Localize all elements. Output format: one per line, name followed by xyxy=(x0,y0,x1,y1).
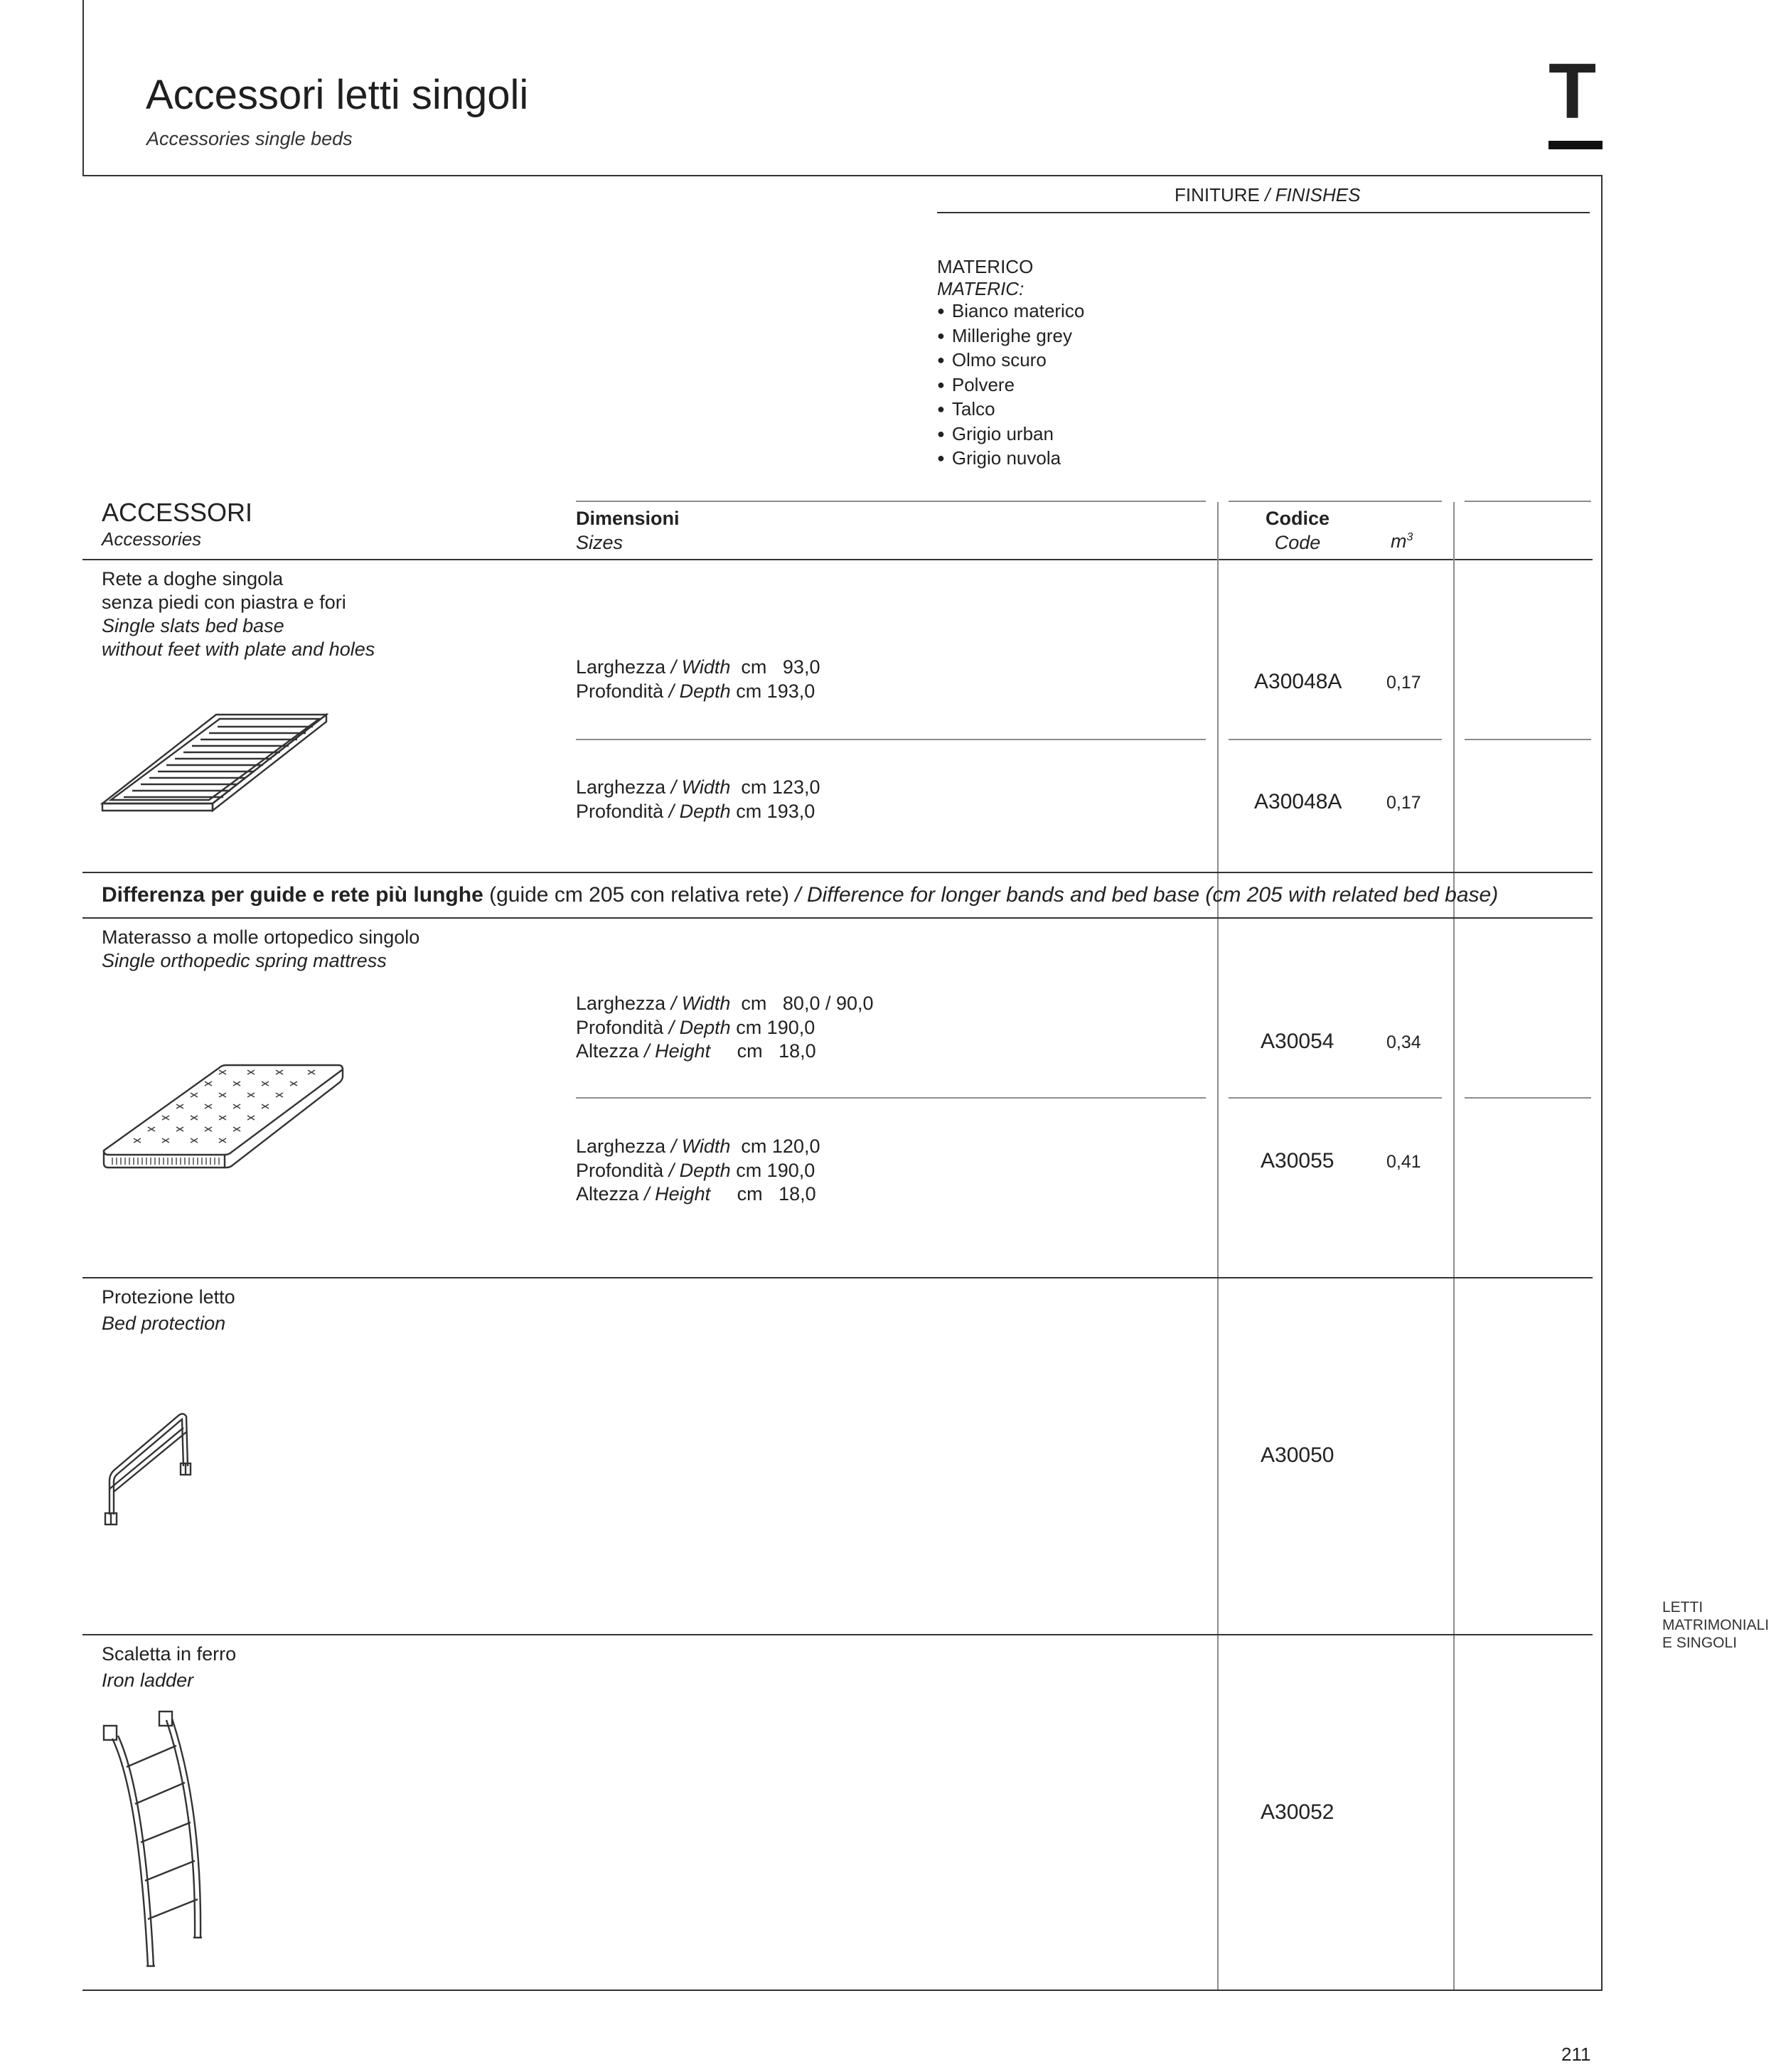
slats-variant-1-volume: 0,17 xyxy=(1386,673,1421,693)
difference-bottom-rule xyxy=(82,917,1593,919)
table-bottom-rule xyxy=(82,1990,1603,1991)
extra-top-rule xyxy=(1465,501,1591,502)
finish-item: ● Talco xyxy=(937,398,1084,423)
finishes-list xyxy=(937,300,1084,472)
spring-mattress-illustration xyxy=(98,1058,347,1179)
mattress-variant-2-code: A30055 xyxy=(1261,1149,1334,1173)
protection-code: A30050 xyxy=(1261,1443,1334,1467)
header-left-rule xyxy=(82,0,84,176)
slats-variant-2-code: A30048A xyxy=(1254,790,1342,813)
product-protection-description: Protezione letto Bed protection xyxy=(102,1286,235,1334)
page-number: 211 xyxy=(1561,2044,1591,2065)
slats-variant-divider-extra xyxy=(1465,739,1591,740)
protection-bottom-rule xyxy=(82,1634,1593,1635)
code-column-rule xyxy=(1217,502,1219,1990)
difference-top-rule xyxy=(82,872,1593,873)
product-slats-description: Rete a doghe singola senza piedi con piastra e fori Single slats bed base without feet with plate and holes xyxy=(102,568,375,660)
mattress-variant-divider-code xyxy=(1229,1097,1442,1099)
mattress-variant-2-volume: 0,41 xyxy=(1386,1152,1421,1172)
finishes-heading: FINITURE / FINISHES xyxy=(1175,184,1361,205)
finish-item: ● Olmo scuro xyxy=(937,349,1084,374)
ladder-code: A30052 xyxy=(1261,1800,1334,1824)
difference-note: Differenza per guide e rete più lunghe (guide cm 205 con relativa rete) / Difference for longer bands and bed base (cm 205 with related bed base) xyxy=(102,883,1499,907)
finishes-group-title: MATERICO xyxy=(937,256,1034,277)
mattress-variant-divider xyxy=(576,1097,1206,1099)
sizes-top-rule xyxy=(576,501,1206,502)
finishes-rule xyxy=(937,212,1590,213)
sizes-heading: Dimensioni Sizes xyxy=(576,508,680,553)
page-subtitle: Accessories single beds xyxy=(146,128,353,149)
volume-heading: $m^3$ xyxy=(1391,530,1413,552)
slats-variant-1-dimensions: Larghezza / Width cm 93,0 Profondità / Depth cm 193,0 xyxy=(576,656,820,702)
mattress-variant-divider-extra xyxy=(1465,1097,1591,1099)
slats-variant-2-volume: 0,17 xyxy=(1386,793,1421,813)
slats-variant-2-dimensions: Larghezza / Width cm 123,0 Profondità / Depth cm 193,0 xyxy=(576,776,820,822)
code-heading: Codice Code xyxy=(1266,508,1330,553)
extra-column-rule xyxy=(1453,502,1455,1990)
header-bottom-rule xyxy=(82,175,1603,176)
table-header-rule xyxy=(82,559,1593,560)
accessories-heading: ACCESSORI Accessories xyxy=(102,498,253,550)
section-letter: T xyxy=(1548,60,1605,152)
mattress-variant-2-dimensions: Larghezza / Width cm 120,0 Profondità / Depth cm 190,0 Altezza / Height cm 18,0 xyxy=(576,1136,820,1205)
product-mattress-description: Materasso a molle ortopedico singolo Single orthopedic spring mattress xyxy=(102,926,420,971)
slatted-bed-base-illustration xyxy=(95,707,330,818)
finish-item: ● Bianco materico xyxy=(937,300,1084,325)
page-right-rule xyxy=(1601,175,1603,1990)
code-top-rule xyxy=(1229,501,1442,502)
side-tab-label: LETTI MATRIMONIALI E SINGOLI xyxy=(1662,1599,1770,1651)
product-ladder-description: Scaletta in ferro Iron ladder xyxy=(102,1643,237,1691)
slats-variant-divider-code xyxy=(1229,739,1442,740)
slats-variant-divider xyxy=(576,739,1206,740)
slats-variant-1-code: A30048A xyxy=(1254,670,1342,693)
iron-ladder-illustration xyxy=(97,1710,218,1973)
finishes-group-subtitle: MATERIC: xyxy=(937,278,1025,299)
page-title: Accessori letti singoli xyxy=(146,72,529,118)
mattress-bottom-rule xyxy=(82,1277,1593,1278)
finishes-group xyxy=(937,256,1084,472)
mattress-variant-1-volume: 0,34 xyxy=(1386,1032,1421,1052)
finish-item: ● Polvere xyxy=(937,374,1084,399)
bed-protection-illustration xyxy=(95,1409,202,1530)
finish-item: ● Grigio urban xyxy=(937,423,1084,448)
mattress-variant-1-dimensions: Larghezza / Width cm 80,0 / 90,0 Profondità / Depth cm 190,0 Altezza / Height cm 18,0 xyxy=(576,993,874,1062)
mattress-variant-1-code: A30054 xyxy=(1261,1030,1334,1053)
finish-item: ● Millerighe grey xyxy=(937,325,1084,350)
section-letter-underline xyxy=(1548,141,1603,149)
finish-item: ● Grigio nuvola xyxy=(937,447,1084,472)
